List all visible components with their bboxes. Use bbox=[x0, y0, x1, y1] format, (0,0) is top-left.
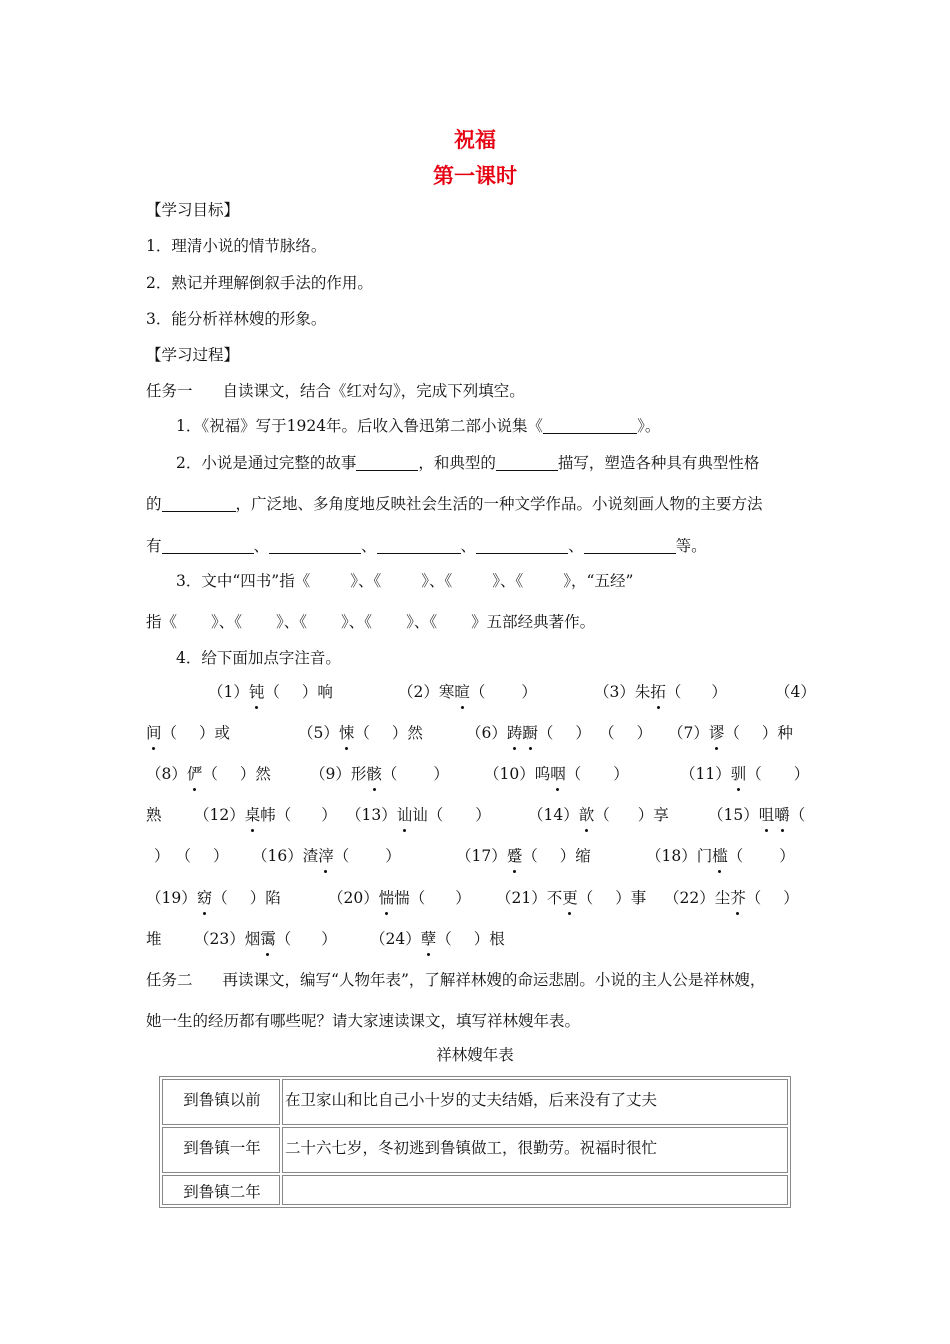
paren: ） bbox=[521, 683, 537, 701]
task1-line bbox=[146, 381, 525, 401]
question-text: 》五部经典著作。 bbox=[471, 613, 596, 631]
item-number: （12） bbox=[194, 806, 245, 824]
process-heading: 【学习过程】 bbox=[146, 346, 240, 364]
item-number: （14） bbox=[528, 806, 579, 824]
item-number: （8） bbox=[146, 765, 187, 783]
separator: 、 bbox=[460, 537, 477, 555]
dotted-char: 钝 bbox=[248, 683, 265, 701]
dotted-char: 蹙 bbox=[506, 847, 523, 865]
dotted-char: 桌 bbox=[244, 806, 261, 824]
item-number: （11） bbox=[680, 765, 731, 783]
paren: ） bbox=[793, 765, 810, 783]
dotted-char: 讪 bbox=[396, 806, 413, 824]
item-text: 帏 bbox=[260, 806, 276, 824]
pinyin-row bbox=[528, 805, 669, 825]
event-cell[interactable]: 二十六七岁，冬初逃到鲁镇做工，很勤劳。祝福时很忙 bbox=[282, 1127, 788, 1173]
task2-text: 再读课文，编写“人物年表”，了解祥林嫂的命运悲剧。小说的主人公是祥林嫂， bbox=[222, 971, 766, 989]
question-text: 》、《 bbox=[211, 613, 243, 631]
pinyin-row bbox=[646, 846, 795, 866]
pinyin-row bbox=[398, 682, 537, 702]
page-subtitle: 第一课时 bbox=[433, 164, 517, 188]
item-text: ）或 bbox=[199, 724, 231, 742]
paren: （ bbox=[724, 724, 740, 742]
table-caption: 祥林嫂年表 bbox=[436, 1046, 514, 1064]
dotted-char: 更 bbox=[562, 889, 578, 907]
goal-item: 3．能分析祥林嫂的形象。 bbox=[146, 310, 327, 328]
dotted-char: 嚼 bbox=[774, 806, 790, 824]
paren: ） bbox=[613, 765, 629, 783]
question-text: 3．文中“四书”指《 bbox=[176, 572, 311, 590]
separator: 、 bbox=[568, 537, 584, 555]
dotted-char: 谬 bbox=[708, 724, 725, 742]
question-text: ，和典型的 bbox=[418, 454, 496, 472]
item-text: 惴 bbox=[394, 889, 410, 907]
paren: ） bbox=[779, 847, 795, 865]
dotted-char: 孽 bbox=[420, 930, 437, 948]
pinyin-row bbox=[466, 723, 652, 743]
dotted-char: 蹰 bbox=[522, 724, 538, 742]
pinyin-row bbox=[146, 888, 281, 908]
paren: ） bbox=[455, 889, 471, 907]
paren: （ bbox=[565, 765, 582, 783]
pinyin-row bbox=[252, 846, 401, 866]
paren: ） bbox=[711, 683, 727, 701]
question-text: 描写，塑造各种具有典型性格 bbox=[557, 454, 760, 472]
paren: （ bbox=[789, 806, 806, 824]
item-number: （15） bbox=[708, 806, 759, 824]
pinyin-row bbox=[146, 723, 230, 743]
question-2-methods bbox=[146, 536, 707, 556]
task2-line bbox=[146, 970, 765, 990]
pinyin-row bbox=[668, 723, 793, 743]
item-number: （16）渣 bbox=[252, 847, 319, 865]
question-text: 》、《 bbox=[350, 572, 382, 590]
paren: ） bbox=[783, 889, 799, 907]
paren: （ bbox=[436, 930, 452, 948]
pinyin-row bbox=[208, 682, 333, 702]
task1-label: 任务一 bbox=[146, 382, 193, 400]
paren: （ bbox=[598, 724, 615, 742]
separator: 、 bbox=[253, 537, 270, 555]
paren: （ bbox=[409, 889, 426, 907]
question-2-cont bbox=[146, 494, 763, 514]
paren: （ bbox=[727, 847, 744, 865]
paren: （ bbox=[212, 889, 228, 907]
question-text: 等。 bbox=[675, 537, 707, 555]
pinyin-row bbox=[146, 846, 229, 866]
paren: ） bbox=[636, 724, 652, 742]
table-row bbox=[162, 1175, 788, 1205]
paren: ） bbox=[575, 724, 591, 742]
dotted-char: 惴 bbox=[378, 889, 395, 907]
question-1 bbox=[176, 416, 660, 436]
page-title: 祝福 bbox=[454, 128, 496, 152]
item-number: （24） bbox=[370, 930, 421, 948]
question-text: 1．《祝福》写于1924年。后收入鲁迅第二部小说集《 bbox=[176, 417, 544, 435]
paren: ） bbox=[433, 765, 449, 783]
pinyin-row bbox=[346, 805, 491, 825]
pinyin-row bbox=[708, 805, 805, 825]
pinyin-row bbox=[484, 764, 629, 784]
dotted-char: 暄 bbox=[454, 683, 470, 701]
dotted-char: 芥 bbox=[730, 889, 746, 907]
item-number: （3）朱 bbox=[594, 683, 651, 701]
paren: ） bbox=[321, 930, 337, 948]
paren: （ bbox=[746, 765, 762, 783]
fill-blank[interactable] bbox=[269, 537, 361, 554]
question-text: 》、《 bbox=[341, 613, 373, 631]
pinyin-row bbox=[664, 888, 799, 908]
item-number: （13） bbox=[346, 806, 397, 824]
pinyin-row bbox=[594, 682, 727, 702]
paren: （ bbox=[522, 847, 538, 865]
item-text: ）享 bbox=[637, 806, 669, 824]
dotted-char: 窈 bbox=[196, 889, 213, 907]
paren: （ bbox=[577, 889, 594, 907]
item-text: ）种 bbox=[761, 724, 793, 742]
question-text: 指《 bbox=[146, 613, 178, 631]
item-number: （5） bbox=[298, 724, 339, 742]
paren: （ bbox=[275, 806, 292, 824]
dotted-char: 槛 bbox=[712, 847, 728, 865]
question-text: 》，“五经” bbox=[563, 572, 634, 590]
pinyin-row: （4） bbox=[775, 683, 816, 701]
question-4-intro: 4．给下面加点字注音。 bbox=[176, 649, 341, 667]
item-number: （21）不 bbox=[496, 889, 563, 907]
dotted-char: 滓 bbox=[318, 847, 334, 865]
dotted-char: 间 bbox=[146, 724, 162, 742]
question-text: 有 bbox=[146, 537, 162, 555]
fill-blank[interactable] bbox=[356, 454, 418, 471]
item-text: ）根 bbox=[473, 930, 505, 948]
pinyin-row bbox=[496, 888, 646, 908]
paren: （ bbox=[264, 683, 280, 701]
task2-label: 任务二 bbox=[146, 971, 193, 989]
pinyin-row bbox=[328, 888, 471, 908]
item-text: ）然 bbox=[239, 765, 271, 783]
question-2 bbox=[176, 453, 759, 473]
item-text: ）缩 bbox=[559, 847, 591, 865]
paren: （ bbox=[594, 806, 610, 824]
paren: （ bbox=[745, 889, 762, 907]
paren: ） bbox=[385, 847, 401, 865]
dotted-char: 咽 bbox=[550, 765, 566, 783]
item-number: （19） bbox=[146, 889, 197, 907]
paren: （ bbox=[354, 724, 370, 742]
item-text: 讪 bbox=[412, 806, 428, 824]
pinyin-row bbox=[194, 805, 337, 825]
item-number: （17） bbox=[456, 847, 507, 865]
item-text: ）然 bbox=[391, 724, 423, 742]
item-number: （7） bbox=[668, 724, 709, 742]
dotted-char: 霭 bbox=[260, 930, 276, 948]
period-cell: 到鲁镇二年 bbox=[162, 1175, 280, 1205]
event-cell[interactable]: 在卫家山和比自己小十岁的丈夫结婚，后来没有了丈夫 bbox=[282, 1079, 788, 1125]
paren: （ bbox=[665, 683, 682, 701]
table-row bbox=[162, 1127, 788, 1173]
goals-heading: 【学习目标】 bbox=[146, 201, 240, 219]
paren: （ bbox=[537, 724, 554, 742]
question-text: 的 bbox=[146, 495, 162, 513]
paren: （ bbox=[469, 683, 486, 701]
fill-blank[interactable] bbox=[496, 454, 558, 471]
item-number: （9）形 bbox=[310, 765, 367, 783]
pinyin-row bbox=[680, 764, 809, 784]
item-text: ）响 bbox=[301, 683, 333, 701]
question-text: 》。 bbox=[637, 417, 661, 435]
task2-text: 她一生的经历都有哪些呢？请大家速读课文，填写祥林嫂年表。 bbox=[146, 1012, 581, 1030]
pinyin-row bbox=[310, 764, 449, 784]
fill-blank[interactable] bbox=[584, 537, 676, 554]
question-3-cont bbox=[146, 612, 595, 632]
item-number: （23）烟 bbox=[194, 930, 261, 948]
dotted-char: 拓 bbox=[650, 683, 666, 701]
item-number: （2）寒 bbox=[398, 683, 455, 701]
fill-blank[interactable] bbox=[377, 537, 461, 554]
dotted-char: 悚 bbox=[338, 724, 355, 742]
fill-blank[interactable] bbox=[162, 537, 254, 554]
fill-blank[interactable] bbox=[476, 537, 568, 554]
paren: （ bbox=[161, 724, 178, 742]
question-3 bbox=[176, 571, 633, 591]
fill-blank[interactable] bbox=[162, 495, 236, 512]
paren: （ bbox=[333, 847, 350, 865]
item-number: （20） bbox=[328, 889, 379, 907]
paren: （ bbox=[175, 847, 192, 865]
pinyin-row bbox=[194, 929, 337, 949]
period-cell: 到鲁镇以前 bbox=[162, 1079, 280, 1125]
pinyin-row bbox=[370, 929, 505, 949]
dotted-char: 咀 bbox=[758, 806, 775, 824]
task1-intro: 自读课文，结合《红对勾》，完成下列填空。 bbox=[222, 382, 525, 400]
fill-blank[interactable] bbox=[543, 417, 637, 434]
item-text: ）陷 bbox=[249, 889, 281, 907]
question-text: 》、《 bbox=[492, 572, 524, 590]
paren: （ bbox=[275, 930, 292, 948]
goal-item: 1．理清小说的情节脉络。 bbox=[146, 237, 327, 255]
dotted-char: 驯 bbox=[730, 765, 747, 783]
dotted-char: 踌 bbox=[506, 724, 523, 742]
dotted-char: 俨 bbox=[186, 765, 203, 783]
pinyin-row bbox=[146, 764, 271, 784]
separator: 、 bbox=[361, 537, 377, 555]
paren: ） bbox=[321, 806, 337, 824]
paren: ） bbox=[475, 806, 491, 824]
item-number: （18）门 bbox=[646, 847, 713, 865]
question-text: ，广泛地、多角度地反映社会生活的一种文学作品。小说刻画人物的主要方法 bbox=[235, 495, 763, 513]
table-row bbox=[162, 1079, 788, 1125]
question-text: 》、《 bbox=[276, 613, 308, 631]
paren: （ bbox=[202, 765, 218, 783]
dotted-char: 歆 bbox=[578, 806, 595, 824]
goal-item: 2．熟记并理解倒叙手法的作用。 bbox=[146, 274, 373, 292]
paren: （ bbox=[427, 806, 444, 824]
paren: ） bbox=[154, 847, 170, 865]
paren: ） bbox=[213, 847, 229, 865]
question-text: 》、《 bbox=[421, 572, 453, 590]
pinyin-row bbox=[456, 846, 591, 866]
dotted-char: 骸 bbox=[366, 765, 382, 783]
item-number: （22）尘 bbox=[664, 889, 731, 907]
paren: （ bbox=[381, 765, 398, 783]
question-text: 》、《 bbox=[406, 613, 438, 631]
item-number: （6） bbox=[466, 724, 507, 742]
question-text: 2．小说是通过完整的故事 bbox=[176, 454, 357, 472]
item-number: （10）呜 bbox=[484, 765, 551, 783]
timeline-table bbox=[159, 1076, 791, 1208]
pinyin-row: 堆 bbox=[146, 930, 162, 948]
event-cell[interactable] bbox=[282, 1175, 788, 1205]
pinyin-row: 熟 bbox=[146, 806, 162, 824]
period-cell: 到鲁镇一年 bbox=[162, 1127, 280, 1173]
pinyin-row bbox=[298, 723, 423, 743]
item-text: ）事 bbox=[615, 889, 647, 907]
item-number: （1） bbox=[208, 683, 249, 701]
